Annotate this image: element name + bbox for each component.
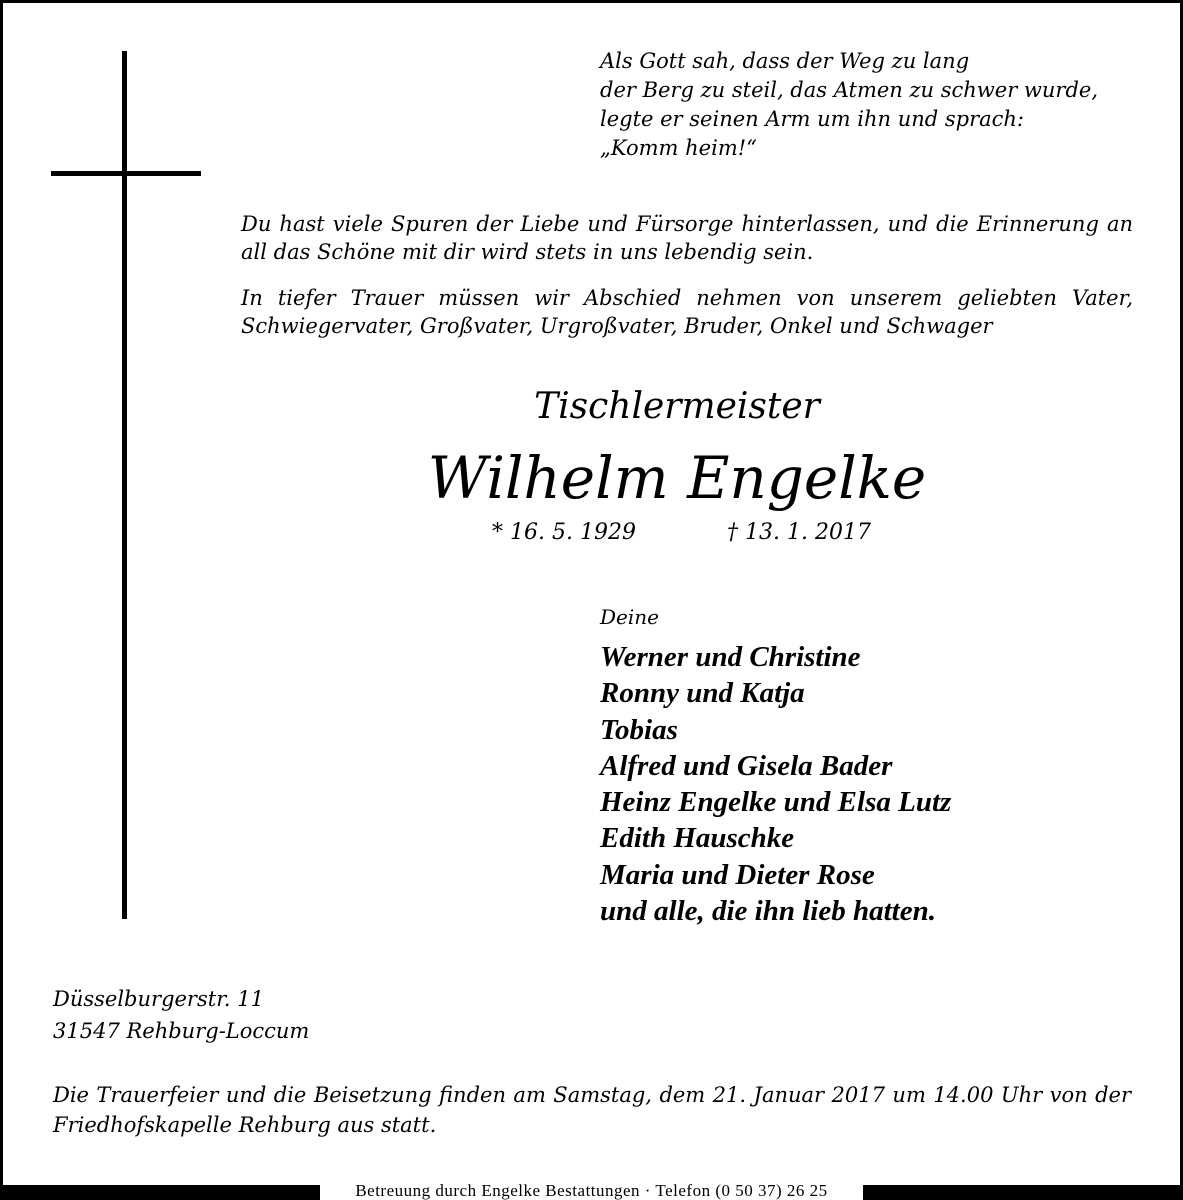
- mourner-name: und alle, die ihn lieb hatten.: [600, 895, 936, 928]
- mourner-name: Edith Hauschke: [600, 822, 795, 855]
- address-block: [53, 983, 309, 1047]
- deceased-occupation: Tischlermeister: [534, 386, 820, 427]
- poem-line: legte er seinen Arm um ihn und sprach:: [600, 107, 1024, 131]
- mourner-name: Alfred und Gisela Bader: [600, 749, 893, 782]
- address-street: Düsselburgerstr. 11: [53, 987, 264, 1011]
- poem-line: der Berg zu steil, das Atmen zu schwer wurde,: [600, 78, 1099, 102]
- mourner-name: Werner und Christine: [600, 641, 861, 673]
- poem-line: „Komm heim!“: [600, 136, 757, 160]
- footer-credit: Betreuung durch Engelke Bestattungen · Telefon (0 50 37) 26 25: [320, 1181, 863, 1200]
- mourner-name: Heinz Engelke und Elsa Lutz: [600, 786, 952, 819]
- death-date: † 13. 1. 2017: [727, 520, 871, 545]
- address-city: 31547 Rehburg-Loccum: [53, 1019, 310, 1043]
- poem: [600, 47, 1160, 163]
- mourning-paragraph: In tiefer Trauer müssen wir Abschied nehmen von unserem geliebten Vater, Schwiegervater, Großvater, Urgroßvater, Bruder, Onkel und Schwager: [241, 286, 1133, 338]
- frame-top-border: [0, 0, 1183, 3]
- poem-line: Als Gott sah, dass der Weg zu lang: [600, 49, 970, 73]
- mourners-list: [600, 639, 951, 929]
- memory-paragraph: Du hast viele Spuren der Liebe und Fürsorge hinterlassen, und die Erinnerung an all das Schöne mit dir wird stets in uns lebendig sein.: [241, 212, 1133, 264]
- birth-date: * 16. 5. 1929: [492, 520, 636, 545]
- cross-horizontal-bar: [51, 171, 201, 176]
- deceased-name: Wilhelm Engelke: [427, 444, 927, 512]
- frame-left-border: [0, 0, 3, 1200]
- mourner-name: Tobias: [600, 713, 678, 746]
- mourner-name: Maria und Dieter Rose: [600, 858, 875, 891]
- ceremony-info: Die Trauerfeier und die Beisetzung finden am Samstag, dem 21. Januar 2017 um 14.00 Uhr von der Friedhofskapelle Rehburg aus statt.: [53, 1083, 1131, 1137]
- mourner-name: Ronny und Katja: [600, 677, 805, 710]
- mourners-intro: Deine: [600, 605, 659, 629]
